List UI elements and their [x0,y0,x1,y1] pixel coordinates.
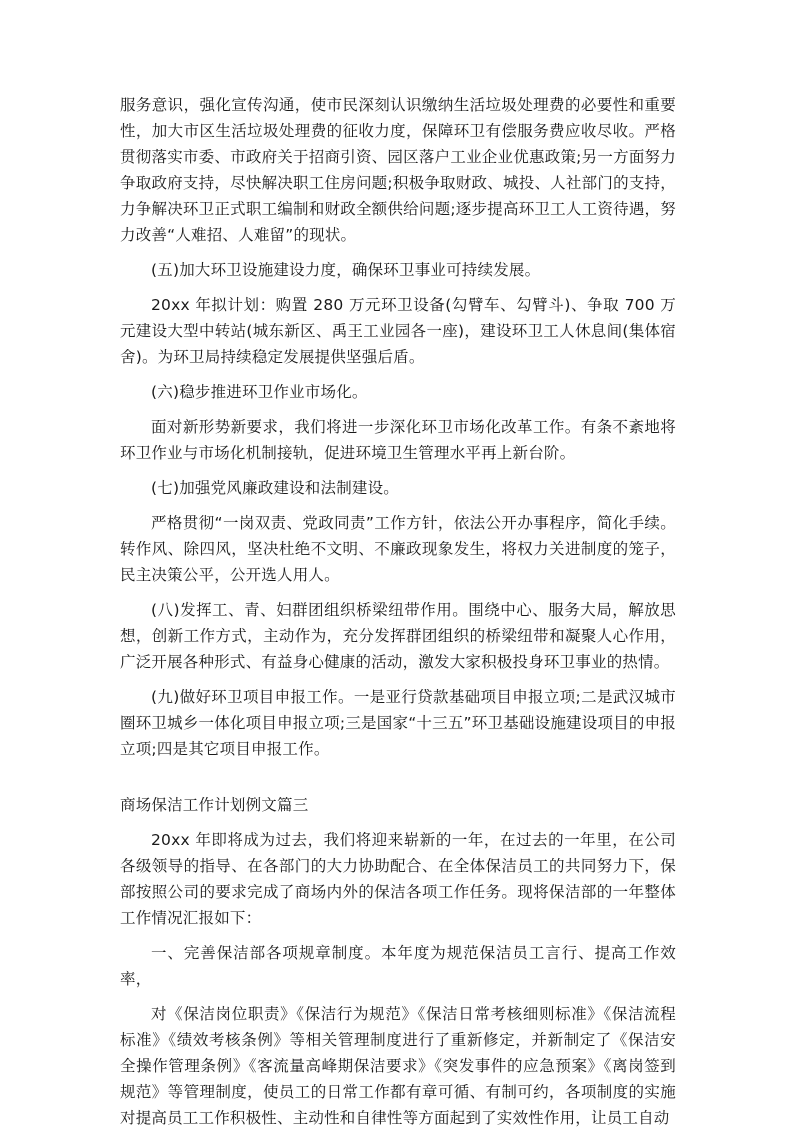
section-heading-seven: (七)加强党风廉政建设和法制建设。 [151,479,399,497]
paragraph: 服务意识，强化宣传沟通，使市民深刻认识缴纳生活垃圾处理费的必要性和重要性，加大市区生活垃圾处理费的征收力度，保障环卫有偿服务费应收尽收。严格贯彻落实市委、市政府关于招商引资、园区落户工业企业优惠政策;另一方面努力争取政府支持，尽快解决职工住房问题;积极争取财政、城投、人社部门的支持，力争解决环卫正式职工编制和财政全额供给问题;逐步提高环卫工人工资待遇，努力改善“人难招、人难留”的现状。 [120,96,676,244]
paragraph: 20xx 年拟计划：购置 280 万元环卫设备(勾臂车、勾臂斗)、争取 700 万元建设大型中转站(城东新区、禹王工业园各一座)，建设环卫工人休息间(集体宿舍)。为环卫局持续稳定发展提供坚强后盾。 [120,296,676,366]
section-heading-five: (五)加大环卫设施建设力度，确保环卫事业可持续发展。 [151,261,541,279]
paragraph: (八)发挥工、青、妇群团组织桥梁纽带作用。围绕中心、服务大局，解放思想，创新工作方式，主动作为，充分发挥群团组织的桥梁纽带和凝聚人心作用，广泛开展各种形式、有益身心健康的活动，激发大家积极投身环卫事业的热情。 [120,601,676,671]
document-page [120,92,676,1140]
paragraph: 面对新形势新要求，我们将进一步深化环卫市场化改革工作。有条不紊地将环卫作业与市场化机制接轨，促进环境卫生管理水平再上新台阶。 [120,418,676,462]
section-heading-six: (六)稳步推进环卫作业市场化。 [151,383,368,401]
paragraph: (九)做好环卫项目申报工作。一是亚行贷款基础项目申报立项;二是武汉城市圈环卫城乡一体化项目申报立项;三是国家“十三五”环卫基础设施建设项目的申报立项;四是其它项目申报工作。 [120,688,676,758]
paragraph: 20xx 年即将成为过去，我们将迎来崭新的一年，在过去的一年里，在公司各级领导的指导、在各部门的大力协助配合、在全体保洁员工的共同努力下，保部按照公司的要求完成了商场内外的保洁各项工作任务。现将保洁部的一年整体工作情况汇报如下： [120,831,676,927]
paragraph: 对《保洁岗位职责》《保洁行为规范》《保洁日常考核细则标准》《保洁流程标准》《绩效考核条例》等相关管理制度进行了重新修定，并新制定了《保洁安全操作管理条例》《客流量高峰期保洁要求》《突发事件的应急预案》《离岗签到规范》等管理制度，使员工的日常工作都有章可循、有制可约，各项制度的实施对提高员工工作积极性、主动性和自律性等方面起到了实效性作用，让员工自动 [120,1005,676,1127]
section-title: 商场保洁工作计划例文篇三 [120,796,309,814]
paragraph: 严格贯彻“一岗双责、党政同责”工作方针，依法公开办事程序，简化手续。转作风、除四风，坚决杜绝不文明、不廉政现象发生，将权力关进制度的笼子，民主决策公平，公开选人用人。 [120,514,676,584]
paragraph: 一、完善保洁部各项规章制度。本年度为规范保洁员工言行、提高工作效率， [120,944,676,988]
